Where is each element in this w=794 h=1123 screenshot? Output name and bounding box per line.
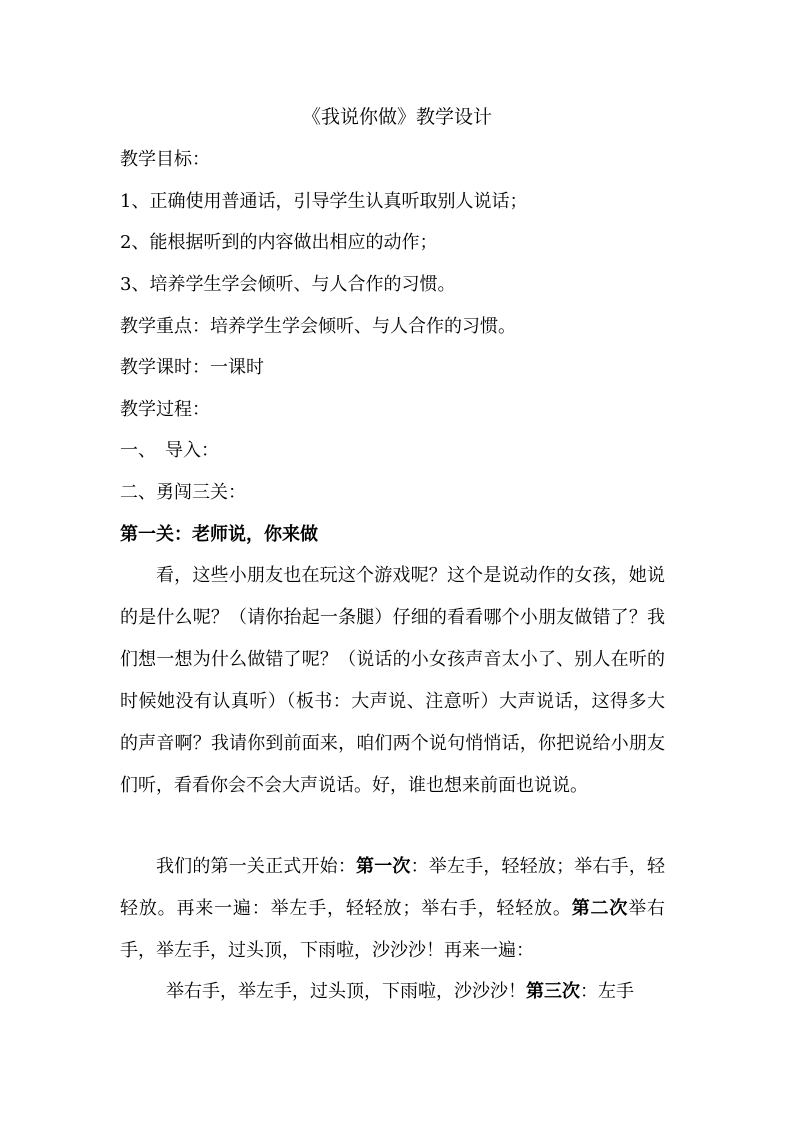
step-one: 一、 导入： — [120, 440, 219, 461]
paragraph-three — [120, 971, 665, 1013]
objective-item: 1、正确使用普通话，引导学生认真听取别人说话； — [120, 191, 528, 212]
objective-item: 2、能根据听到的内容做出相应的动作； — [120, 232, 438, 253]
paragraph-one: 看，这些小朋友也在玩这个游戏呢？这个是说动作的女孩，她说的是什么呢？（请你抬起一条腿）仔细的看看哪个小朋友做错了？我们想一想为什么做错了呢？（说话的小女孩声音太小了、别人在听的时候她没有认真听）（板书：大声说、注意听）大声说话，这得多大的声音啊？我请你到前面来，咱们两个说句悄悄话，你把说给小朋友们听，看看你会不会大声说话。好，谁也想来前面也说说。 — [120, 565, 665, 796]
lesson-hours: 教学课时：一课时 — [120, 357, 264, 378]
paragraph-three-emphasis: 第三次 — [526, 981, 580, 1002]
paragraph-two-emphasis: 第一次 — [356, 856, 411, 877]
step-two: 二、勇闯三关： — [120, 482, 246, 503]
document-title: 《我说你做》教学设计 — [301, 106, 492, 128]
paragraph-two-text: ：举左手，轻轻放；举右手，轻轻放。再来一遍：举左手，轻轻放；举右手，轻轻放。 — [120, 856, 666, 919]
objective-item: 3、培养学生学会倾听、与人合作的习惯。 — [120, 274, 456, 295]
paragraph-two-text: 举右手，举左手，过头顶，下雨啦，沙沙沙！再来一遍： — [120, 898, 666, 961]
paragraph-three-text: ：左手 — [580, 981, 634, 1002]
paragraph-two-emphasis: 第二次 — [571, 898, 629, 919]
paragraph-two-text: 我们的第一关正式开始： — [156, 856, 357, 877]
paragraph-two — [120, 846, 665, 972]
level-one-heading: 第一关：老师说，你来做 — [120, 524, 318, 545]
key-point: 教学重点：培养学生学会倾听、与人合作的习惯。 — [120, 316, 516, 337]
process-heading: 教学过程： — [120, 399, 210, 420]
objectives-heading: 教学目标： — [120, 149, 210, 170]
paragraph-three-text: 举右手，举左手，过头顶，下雨啦，沙沙沙！ — [166, 981, 526, 1002]
